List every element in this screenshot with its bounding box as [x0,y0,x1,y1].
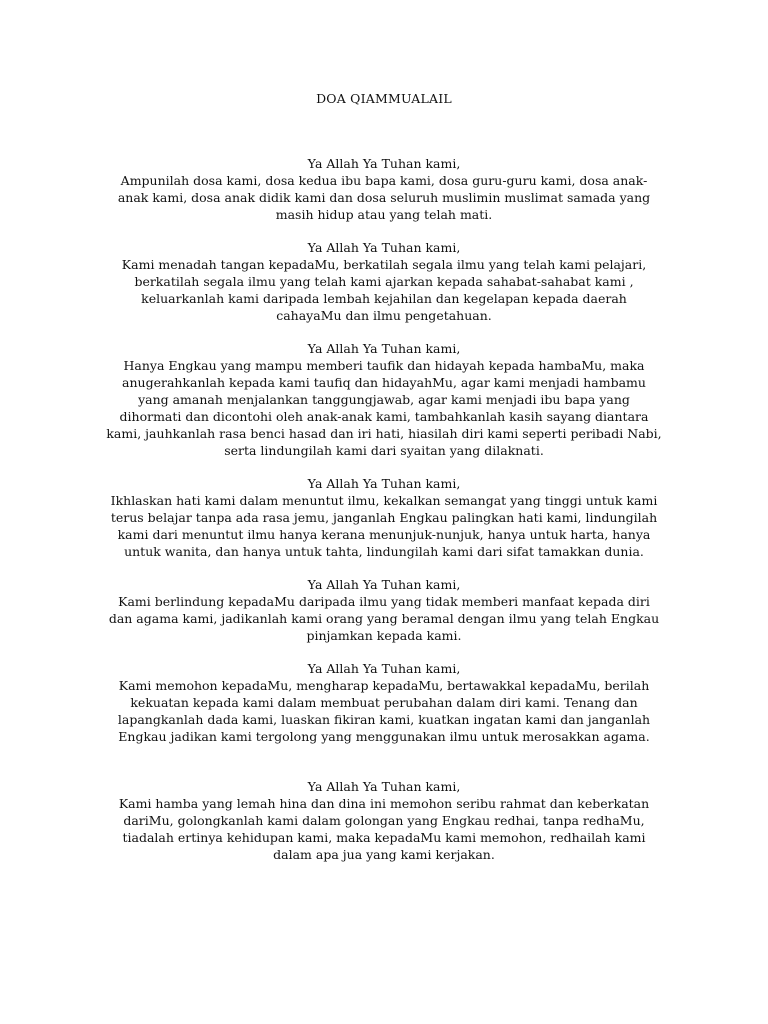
stanza-line: dihormati dan dicontohi oleh anak-anak kami, tambahkanlah kasih sayang diantara [119,409,649,424]
stanza-heading: Ya Allah Ya Tuhan kami, [307,156,461,171]
stanza-heading: Ya Allah Ya Tuhan kami, [307,341,461,356]
stanza-line: Kami berlindung kepadaMu daripada ilmu yang tidak memberi manfaat kepada diri [118,594,650,609]
stanza-line: dalam apa jua yang kami kerjakan. [273,847,495,862]
stanza-line: yang amanah menjalankan tanggungjawab, agar kami menjadi ibu bapa yang [138,392,630,407]
stanza-heading: Ya Allah Ya Tuhan kami, [307,779,461,794]
stanza-line: anugerahkanlah kepada kami taufiq dan hidayahMu, agar kami menjadi hambamu [122,375,646,390]
stanza-line: Ampunilah dosa kami, dosa kedua ibu bapa kami, dosa guru-guru kami, dosa anak- [120,173,648,188]
stanza [96,239,672,324]
stanza [96,778,672,863]
stanza-line: tiadalah ertinya kehidupan kami, maka kepadaMu kami memohon, redhailah kami [122,830,646,845]
stanza-line: Hanya Engkau yang mampu memberi taufik dan hidayah kepada hambaMu, maka [123,358,645,373]
stanza-line: anak kami, dosa anak didik kami dan dosa seluruh muslimin muslimat samada yang [117,190,651,205]
stanza-line: dan agama kami, jadikanlah kami orang yang beramal dengan ilmu yang telah Engkau [108,611,660,626]
stanza-line: Engkau jadikan kami tergolong yang menggunakan ilmu untuk merosakkan agama. [118,729,650,744]
stanza-line: Kami memohon kepadaMu, mengharap kepadaMu, bertawakkal kepadaMu, berilah [118,678,650,693]
stanza-line: pinjamkan kepada kami. [306,628,462,643]
stanza-line: cahayaMu dan ilmu pengetahuan. [276,308,492,323]
stanza-line: lapangkanlah dada kami, luaskan fikiran kami, kuatkan ingatan kami dan janganlah [117,712,651,727]
stanza [96,340,672,459]
stanza-line: berkatilah segala ilmu yang telah kami ajarkan kepada sahabat-sahabat kami , [134,274,634,289]
stanza-line: Ikhlaskan hati kami dalam menuntut ilmu, kekalkan semangat yang tinggi untuk kami [110,493,658,508]
stanza-line: Kami hamba yang lemah hina dan dina ini memohon seribu rahmat dan keberkatan [118,796,650,811]
stanza-line: dariMu, golongkanlah kami dalam golongan yang Engkau redhai, tanpa redhaMu, [123,813,645,828]
stanza-heading: Ya Allah Ya Tuhan kami, [307,476,461,491]
stanza [96,475,672,560]
document-title: DOA QIAMMUALAIL [316,91,452,106]
stanza-line: keluarkanlah kami daripada lembah kejahilan dan kegelapan kepada daerah [141,291,627,306]
stanza [96,155,672,223]
stanza-line: untuk wanita, dan hanya untuk tahta, lindungilah kami dari sifat tamakkan dunia. [124,544,644,559]
stanza-heading: Ya Allah Ya Tuhan kami, [307,661,461,676]
stanza-line: Kami menadah tangan kepadaMu, berkatilah segala ilmu yang telah kami pelajari, [121,257,647,272]
stanza-line: masih hidup atau yang telah mati. [275,207,493,222]
stanza-line: serta lindungilah kami dari syaitan yang dilaknati. [224,443,544,458]
stanza-heading: Ya Allah Ya Tuhan kami, [307,240,461,255]
stanza-line: kami, jauhkanlah rasa benci hasad dan iri hati, hiasilah diri kami seperti peribadi Nabi, [106,426,662,441]
stanza-line: terus belajar tanpa ada rasa jemu, janganlah Engkau palingkan hati kami, lindungilah [110,510,658,525]
stanza-line: kami dari menuntut ilmu hanya kerana menunjuk-nunjuk, hanya untuk harta, hanya [117,527,651,542]
stanza [96,660,672,745]
stanza-heading: Ya Allah Ya Tuhan kami, [307,577,461,592]
stanza [96,576,672,644]
stanza-line: kekuatan kepada kami dalam membuat perubahan dalam diri kami. Tenang dan [130,695,638,710]
prayer-body [96,155,672,879]
